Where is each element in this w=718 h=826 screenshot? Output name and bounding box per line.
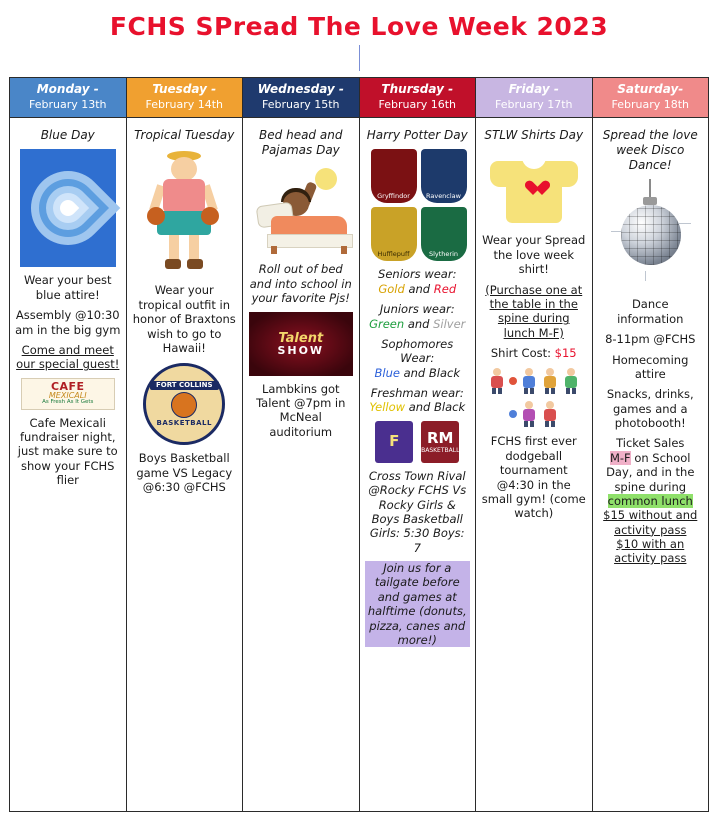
- column-header-thursday: [360, 78, 476, 118]
- seniors-dress-line: [365, 267, 471, 296]
- theme-subtitle: Harry Potter Day: [366, 128, 468, 143]
- juniors-conjunction: and: [407, 316, 430, 331]
- wednesday-footer-note: Lambkins got Talent @7pm in McNeal auditorium: [256, 381, 346, 439]
- talent-show-poster: [249, 312, 353, 376]
- day-label: Tuesday -: [152, 82, 217, 96]
- friday-note-1: Wear your Spread the love week shirt!: [482, 233, 586, 277]
- tuesday-note-1: Wear your tropical outfit in honor of Braxtons wish to go to Hawaii!: [132, 283, 236, 355]
- column-body-tuesday: [127, 118, 243, 811]
- column-header-saturday: [593, 78, 709, 118]
- freshman-color-1: Yellow: [369, 400, 406, 415]
- juniors-label: Juniors wear:: [379, 302, 455, 317]
- thursday-game-note: Cross Town Rival @Rocky FCHS Vs Rocky Girls & Boys Basketball Girls: 5:30 Boys: 7: [368, 468, 467, 555]
- seniors-color-1: Gold: [378, 281, 405, 296]
- column-thursday: [360, 78, 477, 811]
- theme-subtitle: Blue Day: [40, 128, 95, 143]
- theme-subtitle: STLW Shirts Day: [484, 128, 584, 143]
- shirt-cost-line: [481, 346, 587, 360]
- freshman-dress-line: [365, 386, 471, 415]
- talent-subtitle: SHOW: [277, 343, 325, 357]
- shirt-cost-value: $15: [554, 346, 577, 361]
- freshman-color-2: and Black: [408, 400, 466, 415]
- blue-heart-art: [15, 149, 121, 267]
- talent-title: Talent: [278, 330, 324, 346]
- column-header-wednesday: [243, 78, 359, 118]
- ticket-price-with-pass: $10 with an activity pass: [614, 537, 687, 566]
- ticket-sales-info: [598, 436, 704, 565]
- date-label: February 16th: [378, 97, 457, 111]
- friday-note-2: (Purchase one at the table in the spine during lunch M-F): [485, 282, 583, 340]
- sophomores-color-1: Blue: [374, 365, 400, 380]
- date-label: February 14th: [145, 97, 224, 111]
- hogwarts-house-crests: [365, 149, 473, 261]
- column-body-saturday: [593, 118, 709, 811]
- monday-footer-note: Cafe Mexicali fundraiser night, just make sure to show your FCHS flier: [17, 415, 118, 488]
- column-wednesday: [243, 78, 360, 811]
- sophomores-dress-line: [365, 337, 471, 380]
- theme-subtitle: Tropical Tuesday: [134, 128, 235, 143]
- date-label: February 18th: [611, 97, 690, 111]
- tshirt-with-heart-art: [488, 149, 580, 227]
- title-connector-line: [359, 45, 360, 71]
- date-label: February 13th: [28, 97, 107, 111]
- theme-subtitle: Spread the love week Disco Dance!: [602, 128, 698, 173]
- dodgeball-players-art: [485, 366, 583, 428]
- monday-note-3: Come and meet our special guest!: [16, 342, 120, 372]
- cafe-mexicali-logo: [21, 378, 115, 410]
- week-schedule-table: [9, 77, 709, 812]
- column-monday: [10, 78, 127, 811]
- logo-top-text: CAFE: [50, 380, 85, 394]
- juniors-dress-line: [365, 302, 471, 331]
- tropical-person-art: [141, 149, 227, 277]
- ticket-price-no-pass: $15 without and activity pass: [603, 508, 698, 537]
- column-body-monday: [10, 118, 126, 811]
- saturday-note-4: Snacks, drinks, games and a photobooth!: [606, 387, 694, 431]
- ravenclaw-crest-icon: Ravenclaw: [421, 149, 467, 203]
- wednesday-note-1: Roll out of bed and into school in your favorite Pjs!: [249, 262, 352, 306]
- sleeping-in-bed-art: [249, 164, 353, 256]
- friday-footer-note: FCHS first ever dodgeball tournament @4:30 in the small gym! (come watch): [481, 434, 586, 521]
- common-lunch-highlight: common lunch: [607, 493, 693, 508]
- heart-icon: [526, 181, 542, 197]
- column-saturday: [593, 78, 709, 811]
- column-header-friday: [476, 78, 592, 118]
- tuesday-footer-note: Boys Basketball game VS Legacy @6:30 @FCHS: [136, 451, 233, 495]
- logo-bottom-text: BASKETBALL: [156, 419, 212, 428]
- seniors-conjunction: and: [408, 281, 431, 296]
- day-label: Friday -: [508, 82, 559, 96]
- day-label: Saturday-: [617, 82, 684, 96]
- page-title: FCHS SPread The Love Week 2023: [109, 12, 609, 41]
- day-label: Wednesday -: [257, 82, 344, 96]
- disco-ball-art: [605, 179, 695, 291]
- saturday-note-1: Dance information: [617, 297, 684, 326]
- column-tuesday: [127, 78, 244, 811]
- column-friday: [476, 78, 593, 811]
- shirt-cost-label: Shirt Cost:: [490, 346, 551, 361]
- logo-bottom-text: As Fresh As It Gets: [42, 399, 94, 406]
- saturday-note-3: Homecoming attire: [612, 352, 689, 381]
- theme-subtitle: Bed head and Pajamas Day: [259, 128, 343, 158]
- sophomores-conjunction: and: [403, 365, 426, 380]
- basketball-icon: [171, 392, 197, 418]
- date-label: February 15th: [261, 97, 340, 111]
- column-body-friday: [476, 118, 592, 811]
- hufflepuff-crest-icon: Hufflepuff: [371, 207, 417, 261]
- juniors-color-2: Silver: [433, 316, 466, 331]
- fort-collins-basketball-logo: [143, 363, 225, 445]
- juniors-color-1: Green: [369, 316, 405, 331]
- rocky-mountain-logo-icon: RM BASKETBALL: [421, 421, 459, 463]
- column-header-tuesday: [127, 78, 243, 118]
- seniors-label: Seniors wear:: [378, 267, 457, 282]
- fchs-logo-icon: F: [375, 421, 413, 463]
- seniors-color-2: Red: [433, 281, 457, 296]
- gryffindor-crest-icon: Gryffindor: [371, 149, 417, 203]
- sophomores-label: Sophomores Wear:: [381, 336, 454, 366]
- rivalry-school-logos: [365, 421, 471, 463]
- sophomores-color-2: Black: [428, 365, 461, 380]
- monday-note-2: Assembly @10:30 am in the big gym: [15, 308, 121, 337]
- column-header-monday: [10, 78, 126, 118]
- ticket-days-highlight: M-F: [609, 450, 631, 465]
- freshman-label: Freshman wear:: [370, 386, 464, 401]
- slytherin-crest-icon: Slytherin: [421, 207, 467, 261]
- thursday-tailgate-highlight: Join us for a tailgate before and games at halftime (donuts, pizza, canes and more!): [365, 561, 471, 647]
- monday-note-1: Wear your best blue attire!: [23, 273, 112, 302]
- logo-top-text: FORT COLLINS: [150, 381, 219, 391]
- date-label: February 17th: [494, 97, 573, 111]
- column-body-wednesday: [243, 118, 359, 811]
- day-label: Thursday -: [381, 82, 454, 96]
- ticket-sales-heading: Ticket Sales: [616, 436, 685, 451]
- day-label: Monday -: [36, 82, 99, 96]
- column-body-thursday: [360, 118, 476, 811]
- logo-mid-text: MEXICALI: [48, 391, 87, 401]
- ticket-location-text: on School Day, and in the spine during: [606, 450, 695, 494]
- saturday-note-2: 8-11pm @FCHS: [605, 332, 696, 347]
